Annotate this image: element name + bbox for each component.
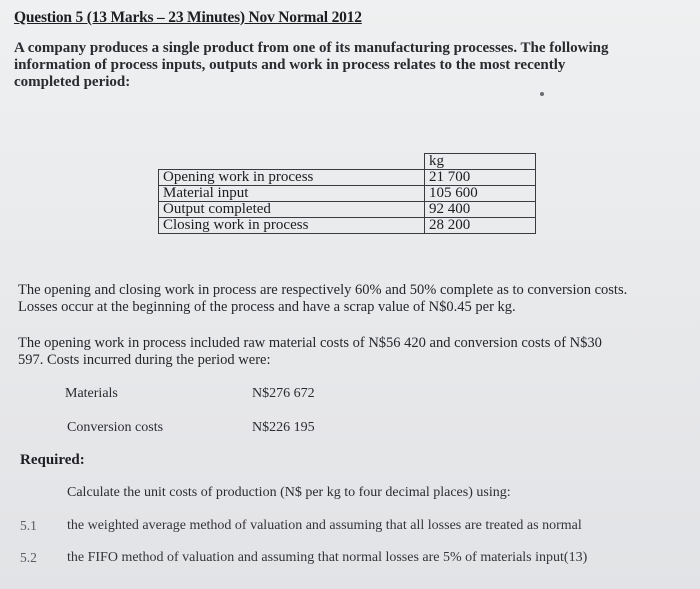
table-header-unit: kg (425, 154, 536, 170)
cost-value-conversion: N$226 195 (252, 420, 315, 435)
table-row (159, 202, 536, 218)
completion-paragraph: The opening and closing work in process are respectively 60% and 50% complete as to conversion costs. Losses occur at the beginning of the process and have a scrap value of N$0.45 per kg. (18, 282, 628, 315)
table-header-empty (159, 154, 425, 170)
intro-paragraph: A company produces a single product from one of its manufacturing processes. The following information of process inputs, outputs and work in process relates to the most recently completed period: (14, 40, 609, 90)
table-header-row (159, 154, 536, 170)
table-row-label: Material input (159, 186, 425, 202)
table-row-value: 92 400 (425, 202, 536, 218)
required-heading: Required: (20, 452, 85, 468)
table-row-label: Output completed (159, 202, 425, 218)
question-text: the FIFO method of valuation and assuming that normal losses are 5% of materials input(13) (67, 550, 588, 565)
question-text: the weighted average method of valuation and assuming that all losses are treated as normal (67, 518, 582, 533)
calc-instruction: Calculate the unit costs of production (N$ per kg to four decimal places) using: (67, 485, 511, 500)
table-row (159, 218, 536, 234)
cost-value-materials: N$276 672 (252, 386, 315, 401)
cost-label-materials: Materials (65, 386, 118, 401)
costs-paragraph: The opening work in process included raw material costs of N$56 420 and conversion costs of N$30 597. Costs incurred during the period were: (18, 335, 602, 368)
question-number: 5.1 (20, 518, 37, 533)
question-title: Question 5 (13 Marks – 23 Minutes) Nov Normal 2012 (14, 9, 362, 26)
cost-label-conversion: Conversion costs (67, 420, 164, 435)
table-row-value: 28 200 (425, 218, 536, 234)
stray-mark (540, 92, 544, 96)
table-row-value: 21 700 (425, 170, 536, 186)
question-number: 5.2 (20, 550, 37, 565)
table-row-label: Opening work in process (159, 170, 425, 186)
table-row-value: 105 600 (425, 186, 536, 202)
table-row-label: Closing work in process (159, 218, 425, 234)
process-data-table (158, 153, 536, 234)
table-row (159, 186, 536, 202)
table-row (159, 170, 536, 186)
